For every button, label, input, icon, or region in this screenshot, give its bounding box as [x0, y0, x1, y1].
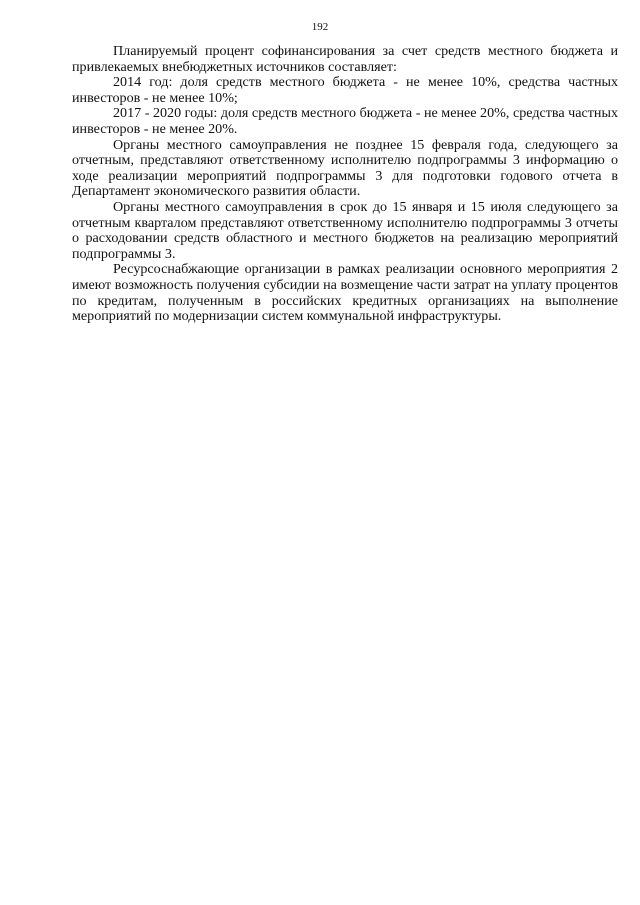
paragraph-cofinancing-intro: Планируемый процент софинансирования за счет средств местного бюджета и привлекаемых внебюджетных источников составляет: — [72, 43, 618, 75]
paragraph-subsidy: Ресурсоснабжающие организации в рамках реализации основного мероприятия 2 имеют возможность получения субсидии на возмещение части затрат на уплату процентов по кредитам, полученным в российских кредитных организациях на выполнение мероприятий по модернизации систем коммунальной инфраструктуры. — [72, 261, 618, 325]
paragraph-annual-report: Органы местного самоуправления не позднее 15 февраля года, следующего за отчетным, представляют ответственному исполнителю подпрограммы 3 информацию о ходе реализации мероприятий подпрограммы 3 для подготовки годового отчета в Департамент экономического развития области. — [72, 136, 618, 200]
document-body — [72, 44, 618, 325]
paragraph-expenditure-report: Органы местного самоуправления в срок до 15 января и 15 июля следующего за отчетным кварталом представляют ответственному исполнителю подпрограммы 3 отчеты о расходовании средств областного и местного бюджетов на реализацию мероприятий подпрограммы 3. — [72, 198, 618, 262]
paragraph-2014-share: 2014 год: доля средств местного бюджета - не менее 10%, средства частных инвесторов - не менее 10%; — [72, 74, 618, 106]
paragraph-2017-2020-share: 2017 - 2020 годы: доля средств местного бюджета - не менее 20%, средства частных инвесторов - не менее 20%. — [72, 105, 618, 137]
page-number: 192 — [311, 21, 329, 33]
